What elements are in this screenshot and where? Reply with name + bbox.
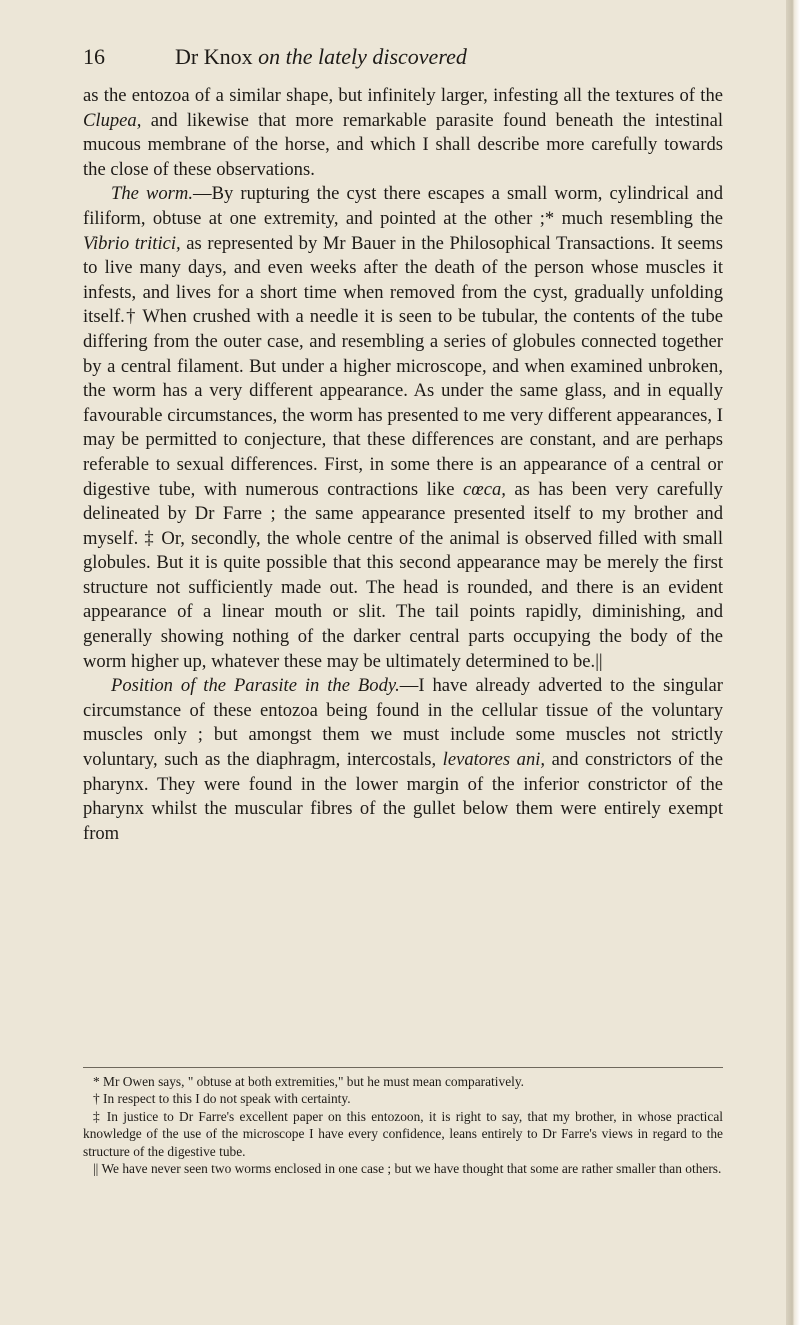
text-span: as has been very carefully delineated by Dr Farre ; the same appearance presented itself to my brother and myself. ‡ Or, secondly, the whole centre of the animal is observed filled with small globules. But it is quite possible that this second appearance may be merely the first structure not sufficiently made out. The head is rounded, and there is an evident appearance of a linear mouth or slit. The tail points rapidly, diminishing, and generally showing nothing of the darker central parts occupying the body of the worm higher up, whatever these may be ultimately determined to be.|| bbox=[83, 478, 723, 672]
italic-span: cœca, bbox=[463, 478, 506, 500]
page-number: 16 bbox=[83, 44, 105, 69]
section-heading-italic: Position of the Parasite in the Body. bbox=[111, 675, 400, 697]
paragraph-position-of-parasite bbox=[83, 674, 723, 846]
footnote-double-dagger: ‡ In justice to Dr Farre's excellent paper on this entozoon, it is right to say, that my brother, in whose practical knowledge of the use of the microscope I have every confidence, leans entirely to Dr Farre's views in regard to the structure of the digestive tube. bbox=[83, 1108, 723, 1159]
text-span: and constrictors of the pharynx. They were found in the lower margin of the inferior constrictor of the pharynx whilst the muscular fibres of the gullet below them were entirely exempt from bbox=[83, 749, 723, 844]
footnote-dagger: † In respect to this I do not speak with certainty. bbox=[93, 1091, 351, 1107]
paragraph-the-worm bbox=[83, 182, 723, 674]
footnote-parallel: || We have never seen two worms enclosed in one case ; but we have thought that some are rather smaller than others. bbox=[93, 1161, 722, 1177]
italic-span: levatores ani, bbox=[442, 749, 546, 771]
footnote-asterisk: * Mr Owen says, " obtuse at both extremities," but he must mean comparatively. bbox=[93, 1074, 525, 1089]
text-span: and likewise that more remarkable parasite found beneath the intestinal mucous membrane of the horse, and which I shall describe more carefully towards the close of these observations. bbox=[83, 109, 723, 180]
text-span: as the entozoa of a similar shape, but infinitely larger, infesting all the textures of the bbox=[83, 85, 723, 106]
running-title-prefix: Dr Knox bbox=[175, 44, 259, 69]
running-title-italic: on the lately discovered bbox=[258, 44, 467, 69]
italic-span: Clupea, bbox=[83, 109, 142, 131]
page-header bbox=[83, 44, 723, 74]
section-heading-italic: The worm. bbox=[111, 183, 193, 205]
running-title bbox=[175, 44, 467, 70]
text-span: as represented by Mr Bauer in the Philosophical Transactions. It seems to live many days, and even weeks after the death of the person whose muscles it infests, and lives for a short time when removed from the cyst, gradually unfolding itself.† When crushed with a needle it is seen to be tubular, the contents of the tube differing from the outer case, and resembling a series of globules connected together by a central filament. But under a higher microscope, and when examined unbroken, the worm has a very different appearance. As under the same glass, and in equally favourable circumstances, the worm has presented to me very different appearances, I may be permitted to conjecture, that these differences are constant, and are perhaps referable to sexual differences. First, in some there is an appearance of a central or digestive tube, with numerous contractions like bbox=[83, 232, 723, 500]
text-span: —I have already adverted to the singular circumstance of these entozoa being found in the cellular tissue of the voluntary muscles only ; but amongst them we must include some muscles not strictly voluntary, such as the diaphragm, intercostals, bbox=[83, 675, 723, 771]
italic-span: Vibrio tritici, bbox=[83, 232, 181, 254]
page-edge bbox=[786, 0, 800, 1325]
body-text bbox=[83, 84, 723, 846]
footnotes bbox=[83, 1073, 723, 1177]
text-span: —By rupturing the cyst there escapes a small worm, cylindrical and filiform, obtuse at one extremity, and pointed at the other ;* much resembling the bbox=[83, 183, 723, 229]
footnote-rule bbox=[83, 1067, 723, 1068]
paragraph-1 bbox=[83, 84, 723, 182]
